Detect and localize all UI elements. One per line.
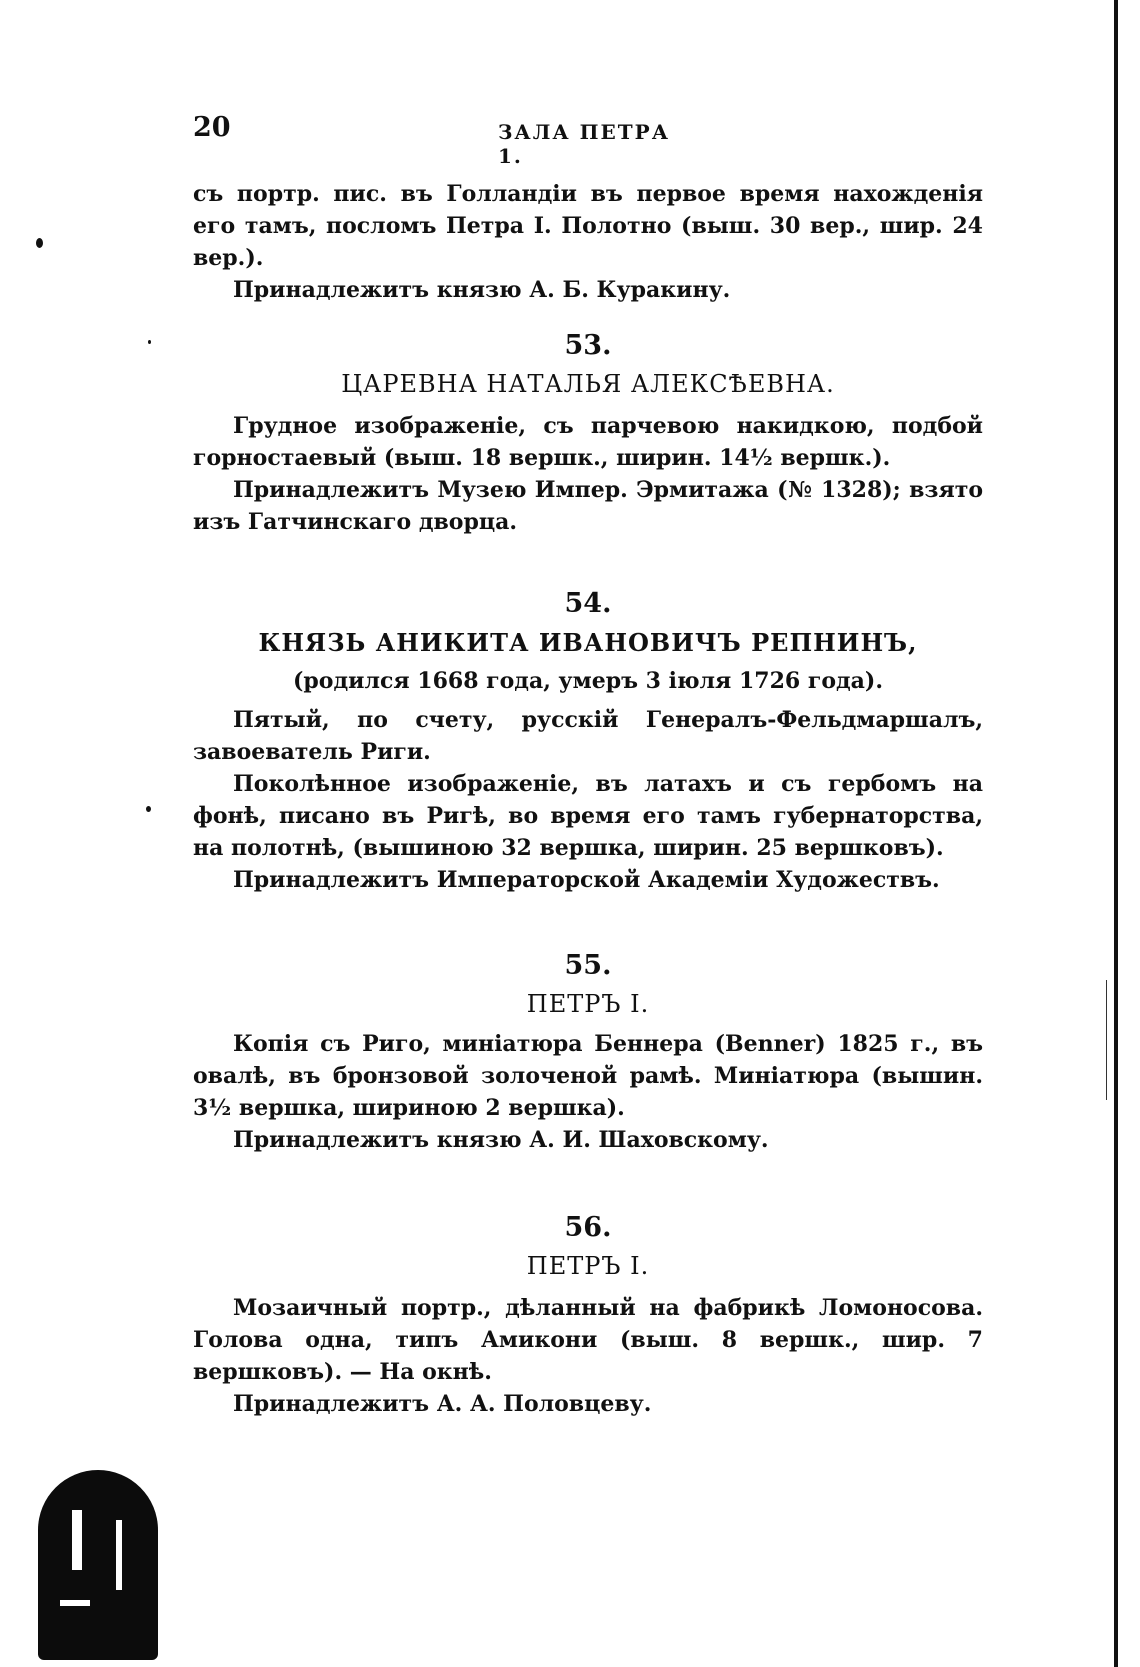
entry-paragraph: Поколѣнное изображеніе, въ латахъ и съ гербомъ на фонѣ, писано въ Ригѣ, во время его тамъ губернаторства, на полотнѣ, (вышиною 32 вершка, ширин. 25 вершковъ). (193, 771, 983, 861)
entry-paragraph: Принадлежитъ Императорской Академіи Художествъ. (233, 867, 940, 893)
entry-number: 56. (564, 1212, 612, 1243)
entry-number: 54. (564, 588, 612, 619)
page-header (193, 112, 693, 168)
scan-edge (1114, 0, 1118, 1667)
entry-title: ПЕТРЪ I. (526, 990, 650, 1018)
continuation-paragraph: съ портр. пис. въ Голландіи въ первое время нахожденія его тамъ, посломъ Петра I. Полотно (выш. 30 вер., шир. 24 вер.). (193, 181, 983, 271)
continuation-owner: Принадлежитъ князю А. Б. Куракину. (233, 277, 731, 303)
entry-title: КНЯЗЬ АНИКИТА ИВАНОВИЧЪ РЕПНИНЪ, (258, 628, 918, 657)
entry-subtitle: (родился 1668 года, умеръ 3 іюля 1726 года). (293, 668, 883, 694)
entry-paragraph: Пятый, по счету, русскій Генералъ-Фельдмаршалъ, завоеватель Риги. (193, 707, 983, 765)
entry-body (193, 410, 983, 538)
entry-paragraph: Принадлежитъ А. А. Половцеву. (233, 1391, 652, 1417)
entry-paragraph: Принадлежитъ Музею Импер. Эрмитажа (№ 1328); взято изъ Гатчинскаго дворца. (193, 477, 983, 535)
entry-body (193, 1292, 983, 1420)
continuation-text (193, 178, 983, 306)
entry-body (193, 1028, 983, 1156)
entry-paragraph: Грудное изображеніе, съ парчевою накидкою, подбой горностаевый (выш. 18 вершк., ширин. 14½ вершк.). (193, 413, 983, 471)
entry-paragraph: Копія съ Риго, миніатюра Беннера (Benner) 1825 г., въ овалѣ, въ бронзовой золоченой рамѣ. Миніатюра (вышин. 3½ вершка, шириною 2 вершка). (193, 1031, 983, 1121)
scan-speck (148, 340, 151, 344)
scan-speck (36, 238, 43, 248)
running-title: ЗАЛА ПЕТРА 1. (498, 120, 670, 168)
entry-number: 55. (564, 950, 612, 981)
scan-edge-thin (1106, 980, 1107, 1100)
scan-ink-blot (38, 1470, 158, 1660)
page-number: 20 (193, 112, 231, 143)
entry-paragraph: Мозаичный портр., дѣланный на фабрикѣ Ломоносова. Голова одна, типъ Амикони (выш. 8 вершк., шир. 7 вершковъ). — На окнѣ. (193, 1295, 983, 1385)
entry-title: ПЕТРЪ I. (526, 1252, 650, 1280)
entry-title: ЦАРЕВНА НАТАЛЬЯ АЛЕКСѢЕВНА. (341, 370, 835, 398)
entry-number: 53. (564, 330, 612, 361)
scan-speck (146, 806, 151, 812)
entry-paragraph: Принадлежитъ князю А. И. Шаховскому. (233, 1127, 769, 1153)
entry-body (193, 704, 983, 896)
